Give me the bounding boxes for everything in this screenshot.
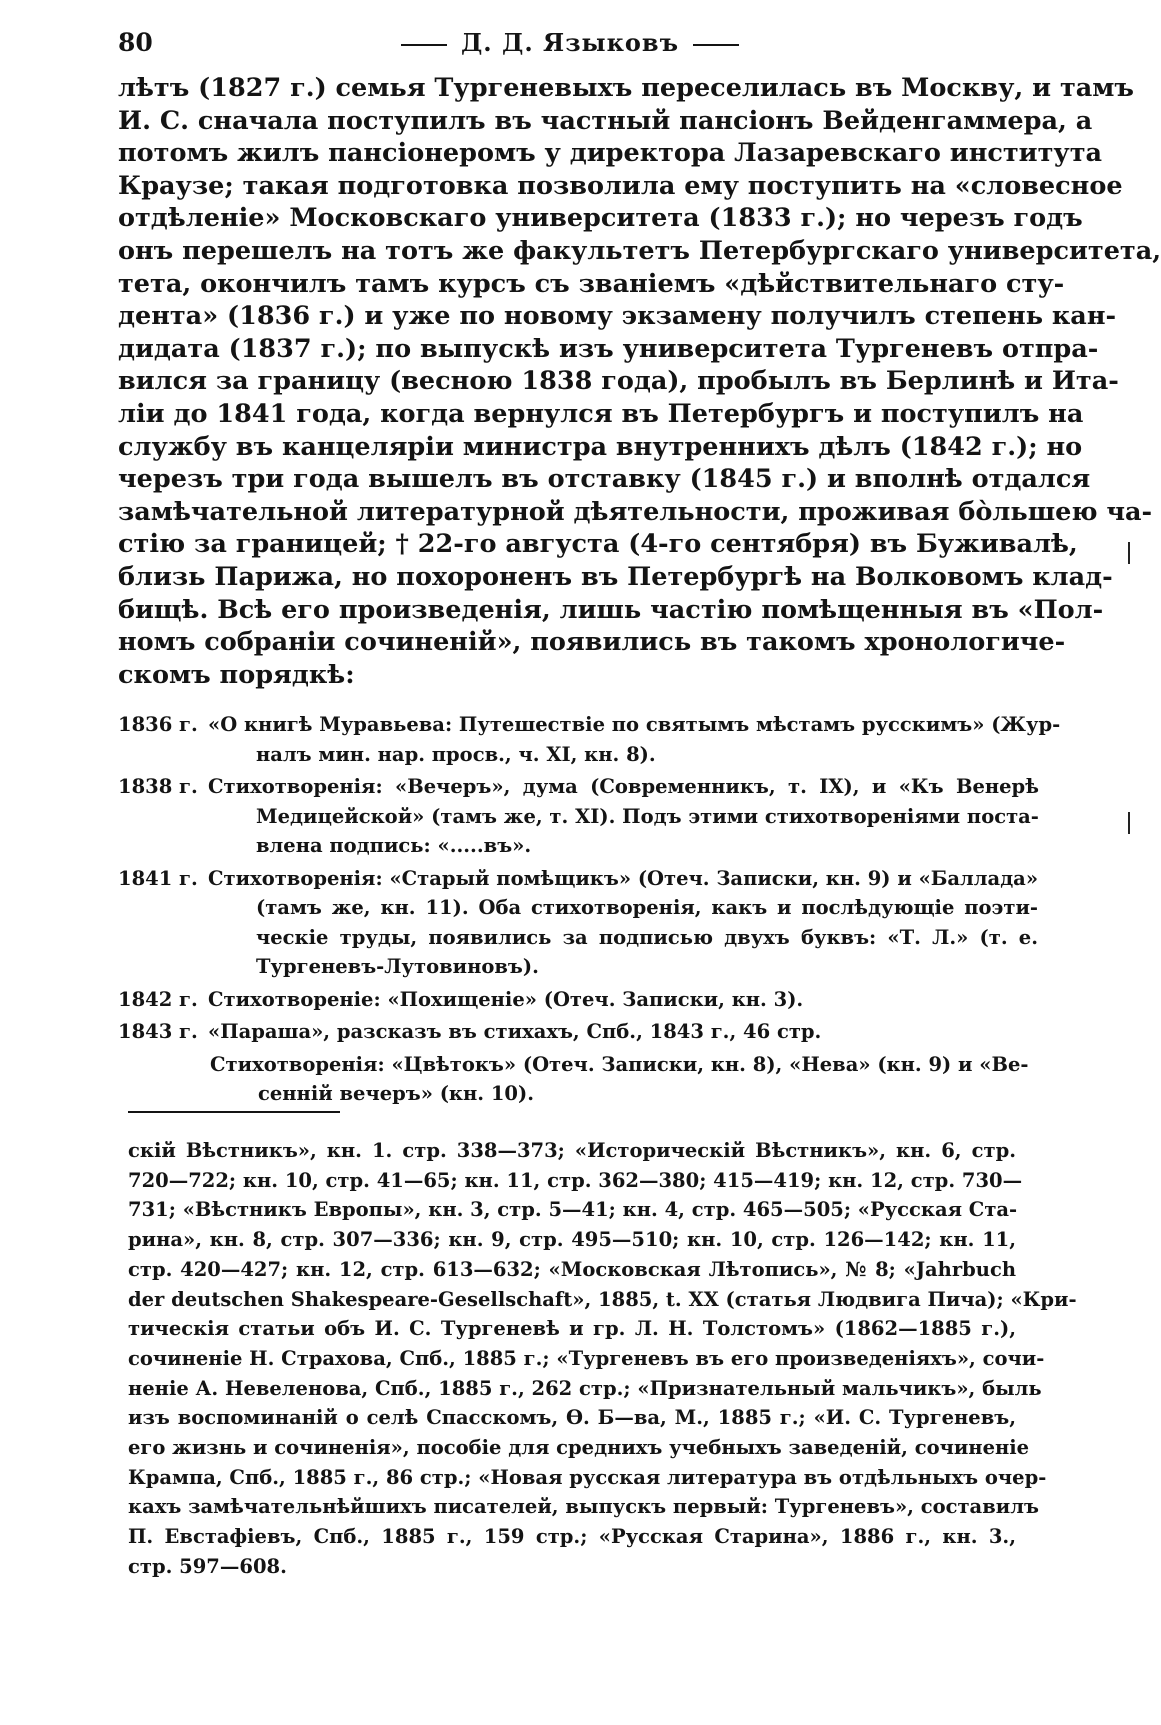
footnote-line: стр. 597—608.: [128, 1554, 287, 1578]
entry-year: 1842 г.: [118, 987, 198, 1011]
entry-year: 1843 г.: [118, 1020, 198, 1043]
body-line: замѣчательной литературной дѣятельности, проживая бо̀льшею ча-: [118, 496, 1153, 527]
body-line: тета, окончилъ тамъ курсъ съ званіемъ «дѣйствительнаго сту-: [118, 268, 1065, 299]
entry-text: [208, 772, 1039, 861]
entry-line: «О книгѣ Муравьева: Путешествіе по святымъ мѣстамъ русскимъ» (Жур-: [208, 713, 1061, 736]
footnote-line: сочиненіе Н. Страхова, Спб., 1885 г.; «Тургеневъ въ его произведеніяхъ», сочи-: [128, 1346, 1045, 1370]
scan-margin-mark: [1128, 542, 1130, 564]
chronology-entry: [118, 985, 1014, 1015]
body-line: скомъ порядкѣ:: [118, 659, 355, 690]
entry-line: Стихотворенія: «Старый помѣщикъ» (Отеч. Записки, кн. 9) и «Баллада»: [208, 866, 1039, 890]
footnote-line: неніе А. Невеленова, Спб., 1885 г., 262 стр.; «Признательный мальчикъ», быль: [128, 1376, 1042, 1400]
body-line: стію за границей; † 22-го августа (4-го сентября) въ Буживалѣ,: [118, 529, 1078, 560]
title-dash-left: [401, 44, 447, 46]
page-header: [0, 22, 1140, 68]
chronology-entry: [118, 772, 1039, 861]
footnote-line: тическія статьи объ И. С. Тургеневѣ и гр. Л. Н. Толстомъ» (1862—1885 г.),: [128, 1317, 1016, 1341]
footnote-rule: [128, 1111, 340, 1113]
footnote-line: скій Вѣстникъ», кн. 1. стр. 338—373; «Историческій Вѣстникъ», кн. 6, стр.: [128, 1139, 1016, 1162]
entry-text: [208, 710, 1060, 769]
entry-text: [208, 1017, 1014, 1047]
entry-line: «Параша», разсказъ въ стихахъ, Спб., 1843 г., 46 стр.: [208, 1020, 822, 1043]
entry-year: [118, 1050, 210, 1109]
body-line: дента» (1836 г.) и уже по новому экзамену получилъ степень кан-: [118, 301, 1117, 332]
entry-line: влена подпись: «.....въ».: [256, 834, 532, 857]
footnote-line: 720—722; кн. 10, стр. 41—65; кн. 11, стр. 362—380; 415—419; кн. 12, стр. 730—: [128, 1168, 1023, 1192]
entry-text: [210, 1050, 1028, 1109]
title-dash-right: [693, 44, 739, 46]
body-line: отдѣленіе» Московскаго университета (1833 г.); но черезъ годъ: [118, 203, 1083, 234]
entry-line: Стихотворенія: «Вечеръ», дума (Современникъ, т. IX), и «Къ Венерѣ: [208, 775, 1039, 798]
footnote-line: рина», кн. 8, стр. 307—336; кн. 9, стр. 495—510; кн. 10, стр. 126—142; кн. 11,: [128, 1228, 1016, 1252]
entry-line: ческіе труды, появились за подписью двухъ буквъ: «Т. Л.» (т. е.: [256, 925, 1039, 949]
entry-year: 1838 г.: [118, 775, 198, 798]
entry-year: 1841 г.: [118, 866, 198, 890]
body-line: дидата (1837 г.); по выпускѣ изъ университета Тургеневъ отпра-: [118, 333, 1099, 364]
body-line: службу въ канцеляріи министра внутреннихъ дѣлъ (1842 г.); но: [118, 431, 1083, 462]
body-line: номъ собраніи сочиненій», появились въ такомъ хронологиче-: [118, 627, 1066, 658]
running-title-text: Д. Д. Языковъ: [460, 28, 680, 57]
chronology-list: [118, 710, 1061, 1112]
footnote-line: der deutschen Shakespeare-Gesellschaft», 1885, t. XX (статья Людвига Пича); «Кри-: [128, 1287, 1077, 1311]
footnote-line: кахъ замѣчательнѣйшихъ писателей, выпускъ первый: Тургеневъ», составилъ: [128, 1495, 1039, 1519]
main-paragraph: [118, 72, 1161, 691]
body-line: вился за границу (весною 1838 года), пробылъ въ Берлинѣ и Ита-: [118, 366, 1119, 397]
entry-text: [208, 985, 1014, 1015]
chronology-entry: [118, 1017, 1014, 1047]
body-line: бищѣ. Всѣ его произведенія, лишь частію помѣщенныя въ «Пол-: [118, 594, 1104, 625]
body-line: Краузе; такая подготовка позволила ему поступить на «словесное: [118, 170, 1123, 201]
page-number: 80: [118, 28, 153, 57]
footnote-line: 731; «Вѣстникъ Европы», кн. 3, стр. 5—41; кн. 4, стр. 465—505; «Русская Ста-: [128, 1198, 1018, 1222]
entry-line: Стихотворенія: «Цвѣтокъ» (Отеч. Записки, кн. 8), «Нева» (кн. 9) и «Ве-: [210, 1052, 1029, 1076]
scan-margin-mark: [1128, 812, 1130, 834]
entry-line: Медицейской» (тамъ же, т. XI). Подъ этими стихотвореніями поста-: [256, 804, 1039, 828]
entry-line: Тургеневъ-Лутовиновъ).: [256, 955, 539, 978]
running-title: [0, 28, 1140, 57]
chronology-entry: [118, 1050, 1029, 1109]
chronology-entry: [118, 710, 1061, 769]
body-line: черезъ три года вышелъ въ отставку (1845 г.) и вполнѣ отдался: [118, 464, 1091, 495]
footnote-line: стр. 420—427; кн. 12, стр. 613—632; «Московская Лѣтопись», № 8; «Jahrbuch: [128, 1257, 1016, 1281]
footnote-line: Крампа, Спб., 1885 г., 86 стр.; «Новая русская литература въ отдѣльныхъ очер-: [128, 1465, 1047, 1489]
body-line: лѣтъ (1827 г.) семья Тургеневыхъ переселилась въ Москву, и тамъ: [118, 73, 1134, 103]
body-line: онъ перешелъ на тотъ же факультетъ Петербургскаго университета,: [118, 235, 1161, 266]
footnote-line: П. Евстафіевъ, Спб., 1885 г., 159 стр.; «Русская Старина», 1886 г., кн. 3.,: [128, 1525, 1016, 1549]
entry-year: 1836 г.: [118, 713, 198, 736]
footnote: [128, 1136, 1077, 1582]
body-line: потомъ жилъ пансіонеромъ у директора Лазаревскаго института: [118, 138, 1103, 169]
footnote-line: его жизнь и сочиненія», пособіе для среднихъ учебныхъ заведеній, сочиненіе: [128, 1436, 1030, 1460]
body-line: близь Парижа, но похороненъ въ Петербургѣ на Волковомъ клад-: [118, 561, 1113, 592]
footnote-line: изъ воспоминаній о селѣ Спасскомъ, Ѳ. Б—ва, М., 1885 г.; «И. С. Тургеневъ,: [128, 1406, 1016, 1430]
entry-line: налъ мин. нар. просв., ч. XI, кн. 8).: [256, 742, 656, 766]
body-line: И. С. сначала поступилъ въ частный пансіонъ Вейденгаммера, а: [118, 105, 1093, 136]
entry-line: Стихотвореніе: «Похищеніе» (Отеч. Записки, кн. 3).: [208, 987, 804, 1011]
chronology-entry: [118, 864, 1039, 982]
body-line: ліи до 1841 года, когда вернулся въ Петербургъ и поступилъ на: [118, 398, 1084, 429]
entry-text: [208, 864, 1038, 982]
entry-line: (тамъ же, кн. 11). Оба стихотворенія, какъ и послѣдующіе поэти-: [256, 896, 1039, 919]
entry-line: сенній вечеръ» (кн. 10).: [258, 1082, 534, 1105]
